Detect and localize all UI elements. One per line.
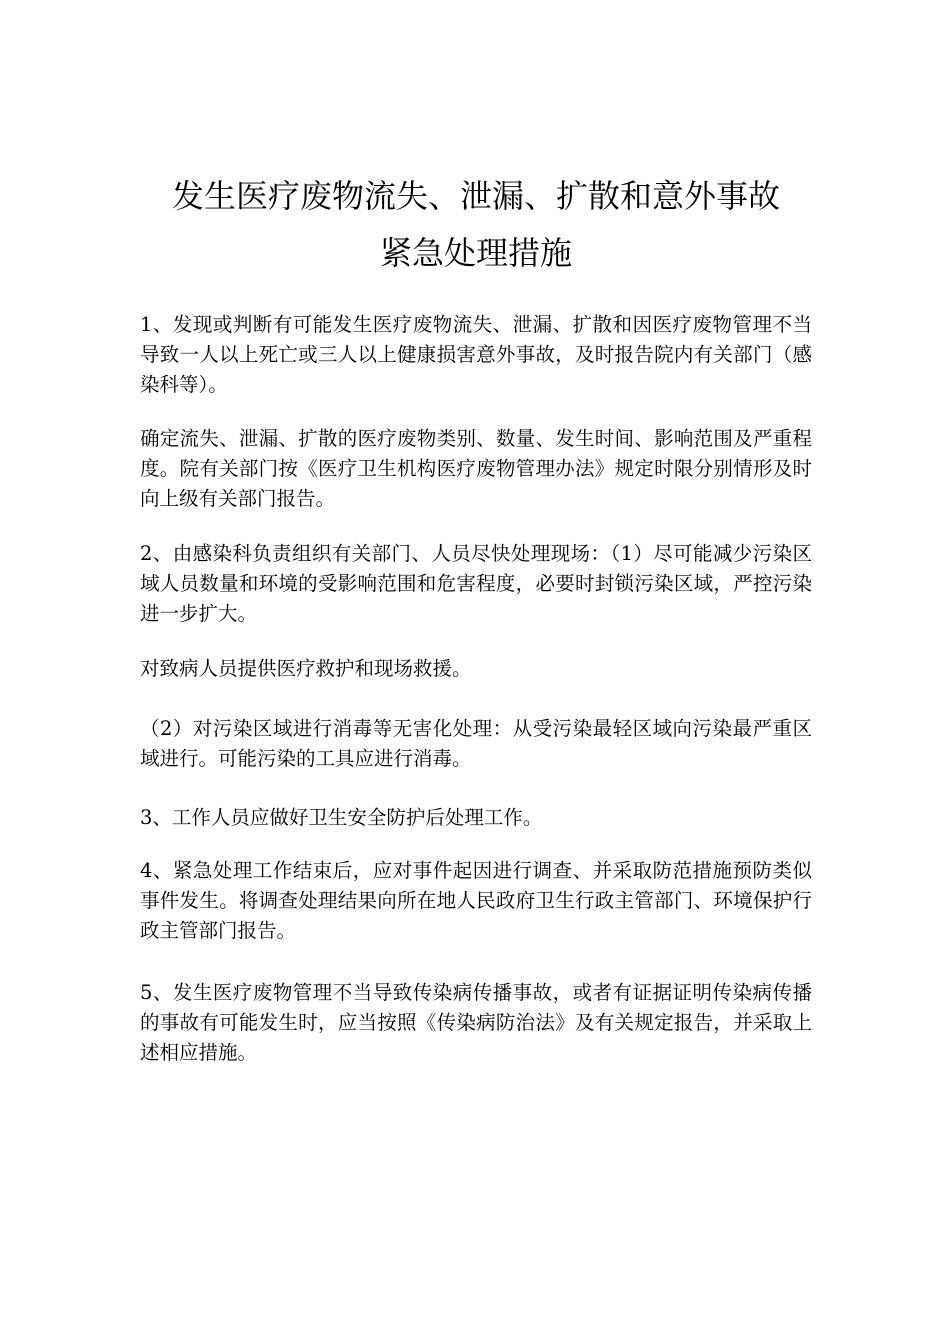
document-title [140, 168, 812, 282]
paragraph-8: 5、发生医疗废物管理不当导致传染病传播事故，或者有证据证明传染病传播的事故有可能发生时，应当按照《传染病防治法》及有关规定报告，并采取上述相应措施。 [140, 981, 812, 1064]
paragraph-5: （2）对污染区域进行消毒等无害化处理：从受污染最轻区域向污染最严重区域进行。可能污染的工具应进行消毒。 [140, 717, 812, 770]
title-line-1: 发生医疗废物流失、泄漏、扩散和意外事故 [171, 177, 780, 215]
paragraph-4: 对致病人员提供医疗救护和现场救援。 [140, 657, 472, 680]
paragraph-7: 4、紧急处理工作结束后，应对事件起因进行调查、并采取防范措施预防类似事件发生。将调查处理结果向所在地人民政府卫生行政主管部门、环境保护行政主管部门报告。 [140, 859, 812, 942]
paragraph-3: 2、由感染科负责组织有关部门、人员尽快处理现场：（1）尽可能减少污染区域人员数量和环境的受影响范围和危害程度，必要时封锁污染区域，严控污染进一步扩大。 [140, 542, 812, 625]
paragraph-2: 确定流失、泄漏、扩散的医疗废物类别、数量、发生时间、影响范围及严重程度。院有关部门按《医疗卫生机构医疗废物管理办法》规定时限分别情形及时向上级有关部门报告。 [140, 427, 812, 510]
title-line-2: 紧急处理措施 [379, 234, 572, 272]
paragraph-1: 1、发现或判断有可能发生医疗废物流失、泄漏、扩散和因医疗废物管理不当导致一人以上死亡或三人以上健康损害意外事故，及时报告院内有关部门（感染科等）。 [140, 313, 812, 396]
paragraph-6: 3、工作人员应做好卫生安全防护后处理工作。 [140, 806, 543, 829]
